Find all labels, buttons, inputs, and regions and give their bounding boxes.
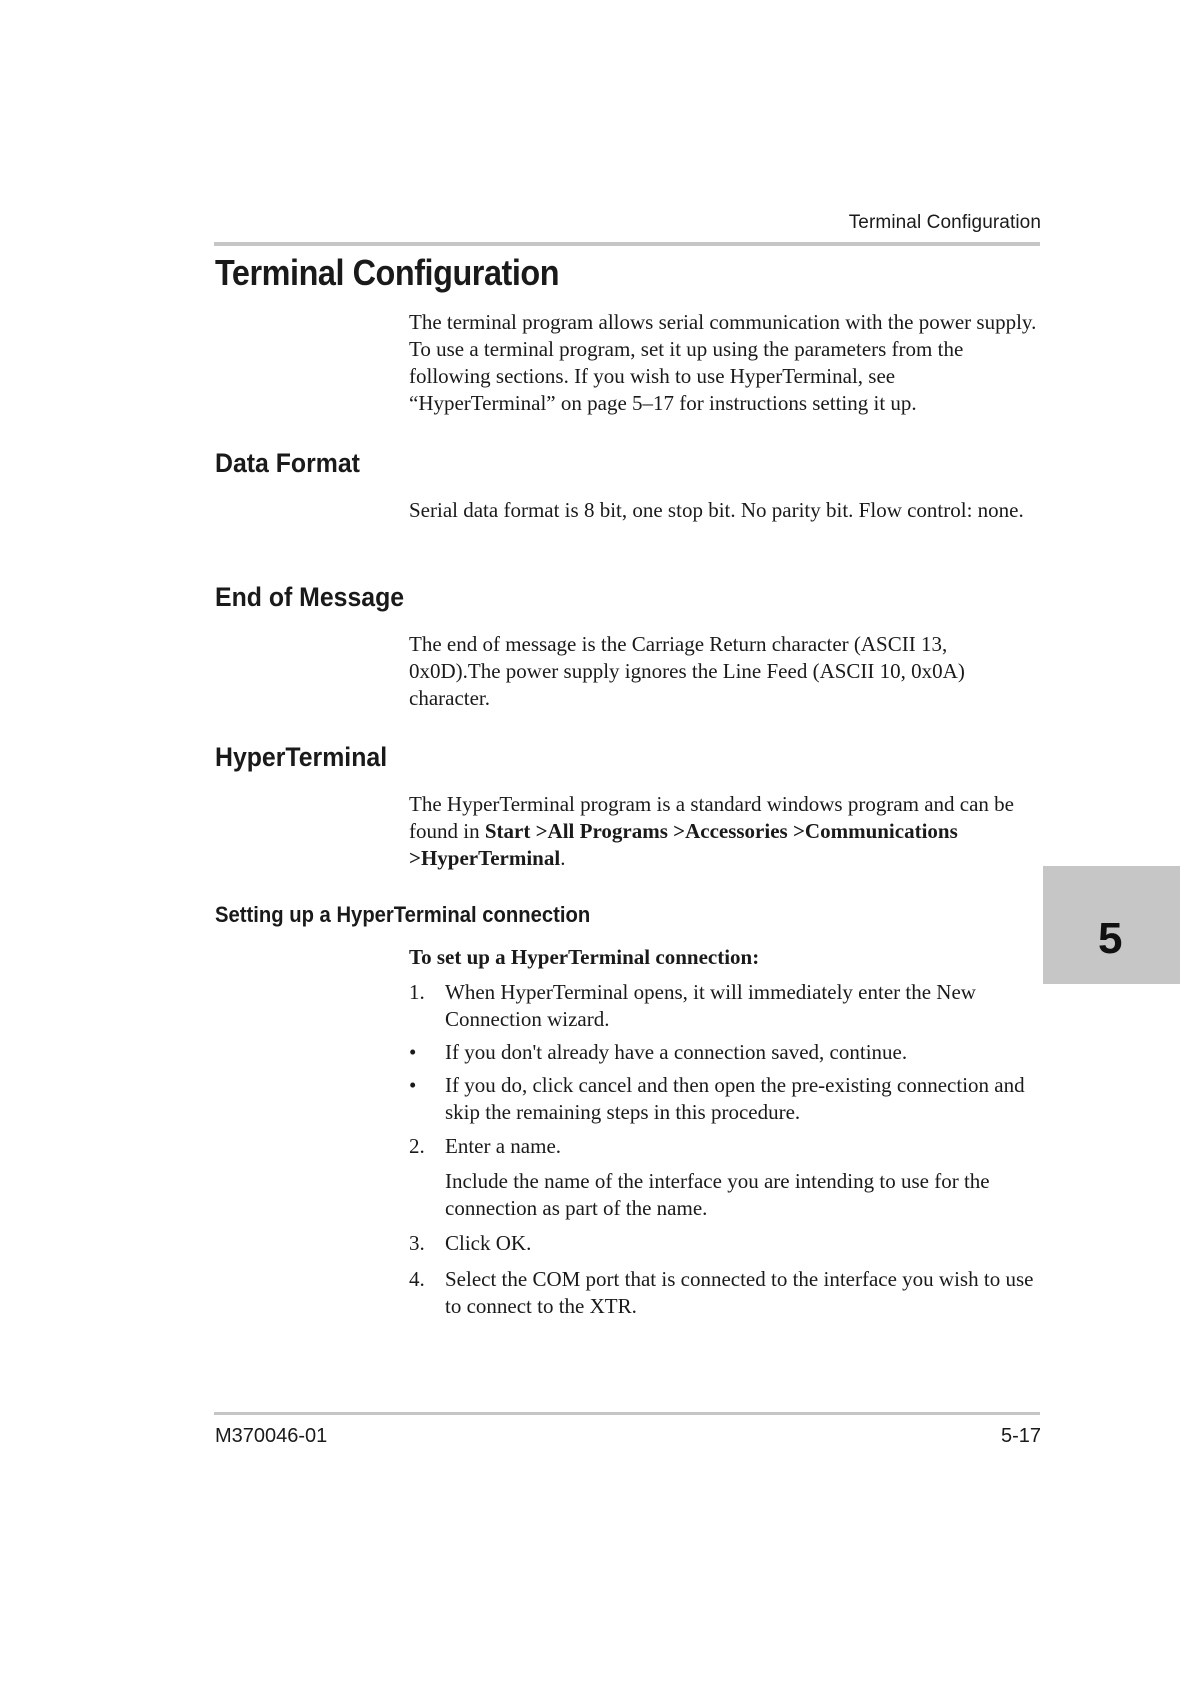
running-head: Terminal Configuration	[848, 212, 1041, 233]
chapter-tab-number: 5	[1098, 914, 1123, 963]
list-item-step-4	[409, 1266, 1041, 1320]
footer-rule	[214, 1412, 1040, 1415]
page-title: Terminal Configuration	[215, 252, 560, 293]
header-rule	[214, 242, 1040, 246]
step-3-number: 3.	[409, 1231, 425, 1255]
list-item-step-2	[409, 1133, 1041, 1160]
hyperterminal-text-pre: The HyperTerminal program is a standard windows program and can be found in	[409, 792, 1015, 843]
heading-end-of-message: End of Message	[215, 582, 405, 612]
step-4-number: 4.	[409, 1267, 425, 1291]
hyperterminal-text-post: .	[560, 846, 566, 870]
list-item-bullet-2	[409, 1072, 1041, 1126]
step-3-text: Click OK.	[445, 1231, 532, 1255]
end-of-message-paragraph: The end of message is the Carriage Return character (ASCII 13, 0x0D).The power supply ignores the Line Feed (ASCII 10, 0x0A) character.	[409, 632, 965, 710]
footer-doc-number: M370046-01	[215, 1425, 328, 1447]
heading-setup-connection: Setting up a HyperTerminal connection	[215, 902, 591, 927]
intro-paragraph: The terminal program allows serial communication with the power supply. To use a terminal program, set it up using the parameters from the following sections. If you wish to use HyperTerminal, see “HyperTerminal” on page 5–17 for instructions setting it up.	[409, 310, 1037, 415]
step-2-text: Enter a name.	[445, 1134, 562, 1158]
list-item-bullet-1	[409, 1039, 1041, 1066]
bullet-1-marker: •	[409, 1040, 417, 1064]
footer-page-number: 5-17	[1000, 1425, 1041, 1447]
bullet-2-marker: •	[409, 1073, 417, 1097]
list-item-step-1	[409, 979, 1041, 1033]
heading-data-format: Data Format	[215, 448, 360, 478]
step-1-number: 1.	[409, 980, 425, 1004]
bullet-2-text: If you do, click cancel and then open the pre-existing connection and skip the remaining steps in this procedure.	[445, 1073, 1025, 1124]
hyperterminal-paragraph	[409, 791, 1041, 872]
step-1-text: When HyperTerminal opens, it will immediately enter the New Connection wizard.	[445, 980, 976, 1031]
list-item-step-3	[409, 1230, 1041, 1257]
step-2-note: Include the name of the interface you are intending to use for the connection as part of the name.	[445, 1169, 990, 1220]
step-4-text: Select the COM port that is connected to the interface you wish to use to connect to the XTR.	[445, 1267, 1034, 1318]
heading-hyperterminal: HyperTerminal	[215, 742, 388, 772]
bullet-1-text: If you don't already have a connection saved, continue.	[445, 1040, 908, 1064]
data-format-paragraph: Serial data format is 8 bit, one stop bit. No parity bit. Flow control: none.	[409, 498, 1024, 522]
menu-path: Start >All Programs >Accessories >Communications >HyperTerminal	[409, 819, 958, 870]
procedure-lead: To set up a HyperTerminal connection:	[409, 945, 760, 969]
step-2-number: 2.	[409, 1134, 425, 1158]
